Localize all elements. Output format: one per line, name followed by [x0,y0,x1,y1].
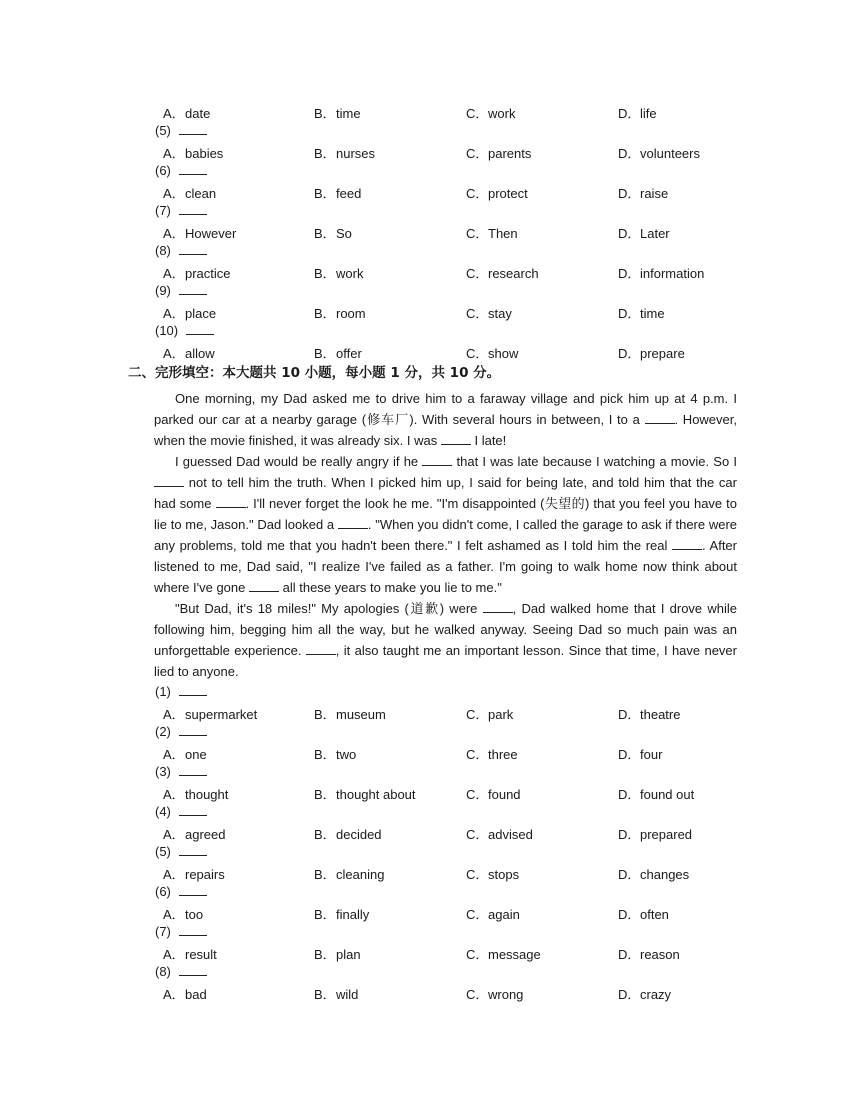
option-c: C．show [466,346,519,361]
option-b: B．offer [314,346,362,361]
question-number: (5) [155,122,207,138]
answer-blank [186,322,214,335]
question-number: (10) [155,322,214,338]
passage-paragraph: I guessed Dad would be really angry if he that I was late because I watching a movie. So I not to tell him the truth. When I picked him up, I said for being late, and told him that the car had some . I'll never forget the look he me. "I'm disappointed (失望的) that you feel you have to lie to me, Jason." Dad looked a . "When you didn't come, I called the garage to ask if there were any problems, told me that you hadn't been there." I felt ashamed as I told him the real . After listened to me, Dad said, "I realize I've failed as a father. I'm going to walk home now think about where I've gone all these years to make you lie to me." [154,454,738,595]
option-a: A．repairs [163,867,225,882]
option-c: C．advised [466,827,533,842]
passage-blank [645,411,675,424]
option-c: C．wrong [466,987,524,1002]
answer-blank [179,122,207,135]
options-row [163,343,763,361]
option-d: D．found out [618,787,695,802]
answer-blank [179,723,207,736]
answer-blank [179,282,207,295]
option-d: D．prepare [618,346,685,361]
options-row [163,183,763,201]
option-a: A．place [163,306,217,321]
option-a: A．clean [163,186,217,201]
option-a: A．allow [163,346,215,361]
passage-paragraph: "But Dad, it's 18 miles!" My apologies (道歉) were , Dad walked home that I drove while following him, begging him all the way, but he walked anyway. Seeing Dad so much pain was an unforgettable experience. , it also taught me an important lesson. Since that time, I have never lied to anyone. [154,601,737,679]
passage-blank [483,600,513,613]
option-c: C．stops [466,867,520,882]
option-b: B．two [314,747,357,762]
options-row [163,704,763,722]
passage-blank [672,537,702,550]
passage-blank [249,579,279,592]
options-row [163,864,763,882]
option-c: C．protect [466,186,528,201]
options-row [163,984,763,1002]
question-number: (9) [155,282,207,298]
option-d: D．Later [618,226,670,241]
answer-blank [179,683,207,696]
option-b: B．work [314,266,364,281]
option-d: D．often [618,907,669,922]
option-d: D．crazy [618,987,672,1002]
question-number: (6) [155,162,207,178]
option-c: C．found [466,787,521,802]
question-number: (2) [155,723,207,739]
option-c: C．three [466,747,518,762]
option-a: A．date [163,106,211,121]
option-c: C．stay [466,306,512,321]
options-row [163,944,763,962]
option-c: C．message [466,947,541,962]
option-a: A．practice [163,266,231,281]
option-b: B．nurses [314,146,376,161]
option-a: A．supermarket [163,707,258,722]
option-b: B．thought about [314,787,416,802]
option-a: A．result [163,947,217,962]
option-b: B．feed [314,186,362,201]
option-c: C．parents [466,146,532,161]
option-d: D．information [618,266,705,281]
passage-blank [338,516,368,529]
option-a: A．babies [163,146,224,161]
option-b: B．museum [314,707,386,722]
option-b: B．wild [314,987,359,1002]
question-number: (7) [155,923,207,939]
option-d: D．prepared [618,827,693,842]
option-c: C．research [466,266,539,281]
question-number: (5) [155,843,207,859]
options-row [163,263,763,281]
option-d: D．theatre [618,707,681,722]
passage-blank [441,432,471,445]
passage-paragraph: One morning, my Dad asked me to drive him to a faraway village and pick him up at 4 p.m. I parked our car at a nearby garage (修车厂). With several hours in between, I to a . However, when the movie finished, it was already six. I was I late! [154,391,737,448]
answer-blank [179,242,207,255]
passage-blank [154,474,184,487]
options-row [163,904,763,922]
cloze-passage [154,388,737,682]
option-b: B．time [314,106,361,121]
option-b: B．finally [314,907,370,922]
option-d: D．time [618,306,665,321]
question-number: (8) [155,242,207,258]
option-c: C．Then [466,226,518,241]
passage-blank [422,453,452,466]
question-number: (3) [155,763,207,779]
options-row [163,784,763,802]
answer-blank [179,202,207,215]
answer-blank [179,803,207,816]
option-a: A．one [163,747,207,762]
option-b: B．plan [314,947,361,962]
option-a: A．thought [163,787,229,802]
options-row [163,103,763,121]
question-number: (8) [155,963,207,979]
options-row [163,223,763,241]
option-b: B．cleaning [314,867,385,882]
question-number: (6) [155,883,207,899]
option-d: D．four [618,747,663,762]
question-number: (4) [155,803,207,819]
question-number: (7) [155,202,207,218]
option-a: A．bad [163,987,207,1002]
options-row [163,143,763,161]
section-heading: 二、完形填空：本大题共 10 小题，每小题 1 分，共 10 分。 [128,365,501,381]
option-b: B．decided [314,827,382,842]
option-d: D．reason [618,947,680,962]
answer-blank [179,963,207,976]
option-a: A．agreed [163,827,226,842]
option-b: B．room [314,306,366,321]
answer-blank [179,843,207,856]
option-d: D．raise [618,186,669,201]
option-b: B．So [314,226,352,241]
option-a: A．However [163,226,237,241]
question-number: (1) [155,683,207,699]
answer-blank [179,162,207,175]
option-a: A．too [163,907,204,922]
option-c: C．again [466,907,520,922]
option-d: D．volunteers [618,146,700,161]
answer-blank [179,923,207,936]
answer-blank [179,763,207,776]
option-c: C．work [466,106,516,121]
option-d: D．changes [618,867,690,882]
answer-blank [179,883,207,896]
option-d: D．life [618,106,657,121]
passage-blank [216,495,246,508]
options-row [163,824,763,842]
options-row [163,744,763,762]
passage-blank [306,642,336,655]
option-c: C．park [466,707,514,722]
options-row [163,303,763,321]
